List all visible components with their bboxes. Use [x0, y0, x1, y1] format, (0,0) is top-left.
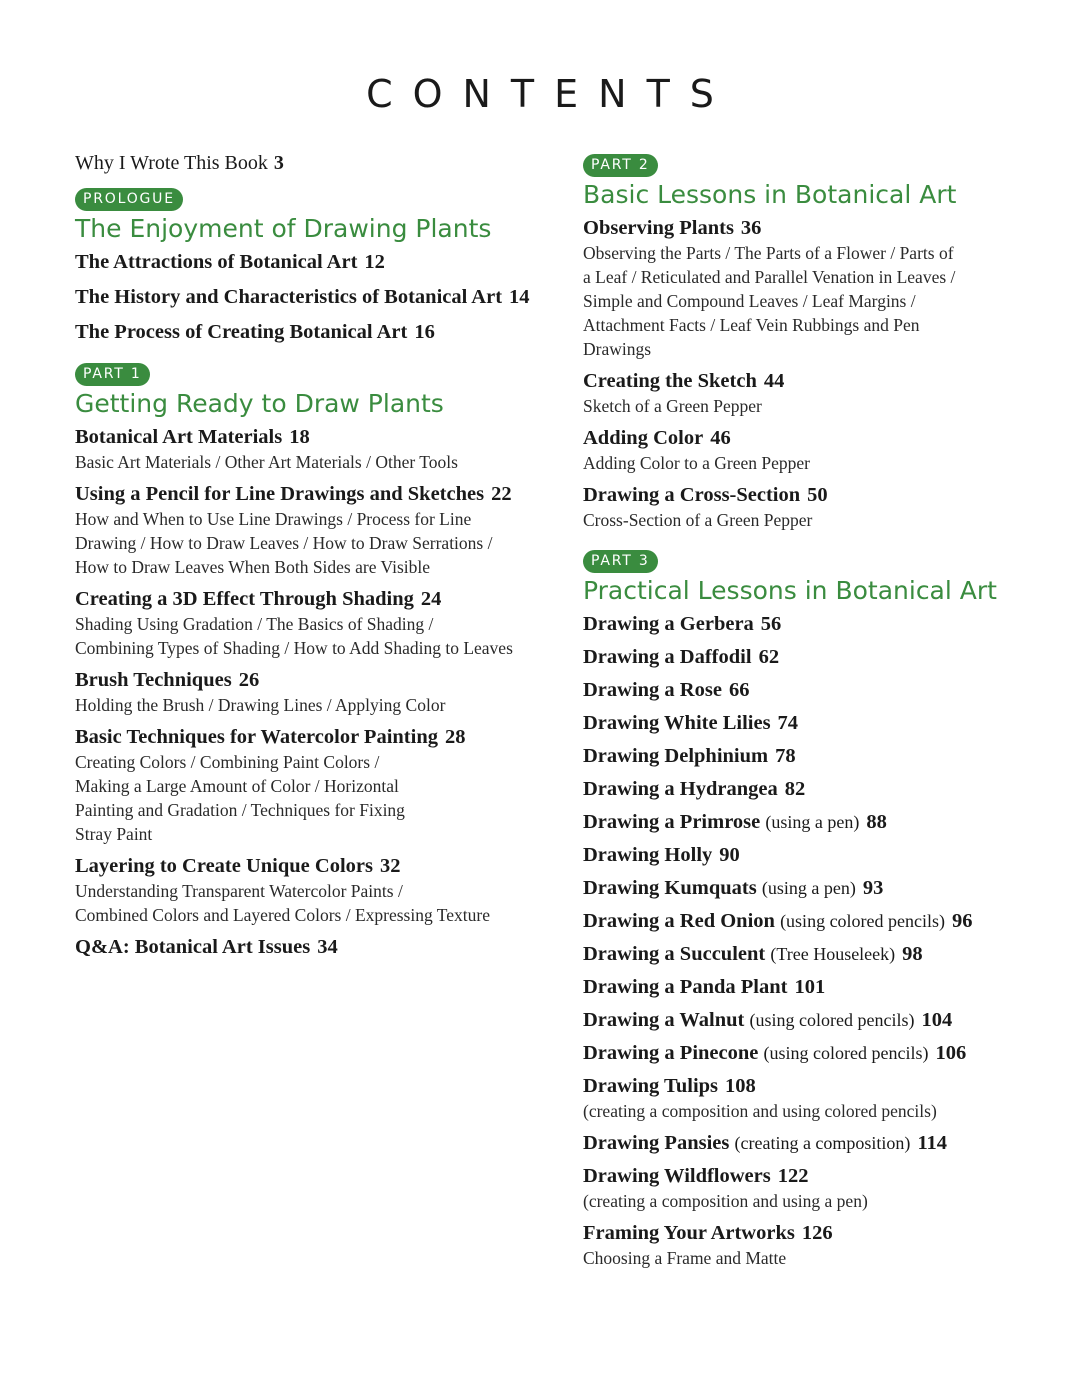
toc-entry[interactable]	[75, 935, 560, 960]
entry-title: Q&A: Botanical Art Issues	[75, 936, 311, 958]
entry-title: Drawing a Hydrangea	[583, 778, 778, 800]
entry-subtopics: Understanding Transparent Watercolor Paints /	[75, 881, 403, 901]
entry-page-number: 22	[491, 483, 512, 505]
entry-title-line	[583, 612, 1053, 637]
entry-page-number: 18	[289, 426, 310, 448]
entry-title: The History and Characteristics of Botanical Art	[75, 286, 503, 308]
entry-title-line	[583, 711, 1053, 736]
toc-entry[interactable]	[583, 369, 1053, 418]
entry-subtopics: Cross-Section of a Green Pepper	[583, 510, 813, 530]
entry-page-number: 104	[921, 1009, 953, 1031]
entry-title: Drawing a Rose	[583, 679, 722, 701]
entry-title-line	[75, 587, 560, 612]
entry-page-number: 101	[794, 976, 826, 998]
entry-title: Botanical Art Materials	[75, 426, 283, 448]
part3-title[interactable]: Practical Lessons in Botanical Art	[583, 576, 997, 605]
entry-title: Drawing Tulips	[583, 1075, 719, 1097]
entry-title: Observing Plants	[583, 217, 734, 239]
entry-page-number: 28	[444, 726, 466, 748]
toc-entry[interactable]	[583, 876, 1053, 901]
entry-title-line	[583, 975, 1053, 1000]
entry-note: (using colored pencils)	[763, 1043, 929, 1063]
entry-subtopics: Choosing a Frame and Matte	[583, 1248, 787, 1268]
entry-title-line	[75, 725, 560, 750]
entry-note: (using a pen)	[761, 878, 856, 898]
page-title: CONTENTS	[366, 72, 734, 116]
toc-entry[interactable]	[75, 320, 560, 345]
entry-title-line	[75, 320, 560, 345]
entry-page-number: 78	[775, 745, 796, 767]
entry-page-number: 16	[414, 321, 435, 343]
right-column	[583, 154, 1053, 1288]
entry-title-line	[75, 285, 560, 310]
entry-subtopics: Adding Color to a Green Pepper	[583, 453, 810, 473]
entry-note: (using colored pencils)	[749, 1010, 915, 1030]
entry-subtopics: Painting and Gradation / Techniques for Fixing	[75, 800, 405, 820]
entry-page-number: 24	[420, 588, 442, 610]
entry-subtopics: How and When to Use Line Drawings / Process for Line	[75, 509, 472, 529]
part2-entries	[583, 216, 1053, 532]
entry-page-number: 66	[728, 679, 750, 701]
entry-page-number: 12	[364, 251, 385, 273]
entry-title-line	[75, 668, 560, 693]
part1-section	[75, 363, 560, 960]
entry-page-number: 108	[725, 1075, 756, 1097]
entry-page-number: 32	[379, 855, 401, 877]
entry-title-line	[583, 483, 1053, 508]
entry-page-number: 96	[952, 910, 973, 932]
intro-entry[interactable]	[75, 152, 560, 175]
part1-title[interactable]: Getting Ready to Draw Plants	[75, 389, 444, 418]
entry-title-line	[75, 482, 560, 507]
part1-badge: PART 1	[75, 363, 150, 386]
toc-entry[interactable]	[75, 285, 560, 310]
entry-title-line	[583, 216, 1053, 241]
part3-entries	[583, 612, 1053, 1270]
toc-entry[interactable]	[75, 854, 560, 927]
entry-title: Drawing a Pinecone	[583, 1042, 759, 1064]
entry-subtopics: Creating Colors / Combining Paint Colors /	[75, 752, 380, 772]
entry-title-line	[583, 744, 1053, 769]
toc-entry[interactable]	[75, 668, 560, 717]
toc-entry[interactable]	[583, 810, 1053, 835]
entry-subtopics: How to Draw Leaves When Both Sides are Visible	[75, 557, 431, 577]
entry-page-number: 98	[902, 943, 923, 965]
entry-title-line	[75, 854, 560, 879]
entry-subtopics: a Leaf / Reticulated and Parallel Venation in Leaves /	[583, 267, 956, 287]
entry-title: Drawing a Daffodil	[583, 646, 752, 668]
entry-page-number: 126	[801, 1222, 833, 1244]
entry-title: Drawing Kumquats	[583, 877, 757, 899]
prologue-badge: PROLOGUE	[75, 188, 183, 211]
entry-title-line	[75, 425, 560, 450]
entry-title: Layering to Create Unique Colors	[75, 855, 373, 877]
entry-subtopics: Holding the Brush / Drawing Lines / Applying Color	[75, 695, 446, 715]
toc-entry[interactable]	[75, 250, 560, 275]
entry-subtopics: Attachment Facts / Leaf Vein Rubbings and Pen	[583, 315, 920, 335]
toc-entry[interactable]	[75, 482, 560, 579]
toc-entry[interactable]	[583, 909, 1053, 934]
entry-page-number: 93	[862, 877, 884, 899]
entry-title-line	[583, 369, 1053, 394]
entry-page-number: 34	[317, 936, 338, 958]
entry-title-line	[583, 942, 1053, 967]
toc-entry[interactable]	[75, 587, 560, 660]
toc-entry[interactable]	[583, 942, 1053, 967]
entry-subtopics: Making a Large Amount of Color / Horizontal	[75, 776, 399, 796]
toc-entry[interactable]	[583, 645, 1053, 670]
toc-entry[interactable]	[583, 975, 1053, 1000]
entry-title-line	[583, 810, 1053, 835]
entry-subtopics: Combining Types of Shading / How to Add Shading to Leaves	[75, 638, 513, 658]
entry-subtopics: Drawings	[583, 339, 652, 359]
entry-page-number: 74	[777, 712, 799, 734]
entry-subtopics: Sketch of a Green Pepper	[583, 396, 762, 416]
entry-title: Framing Your Artworks	[583, 1222, 795, 1244]
entry-page-number: 46	[710, 427, 731, 449]
toc-entry[interactable]	[75, 725, 560, 846]
entry-page-number: 90	[719, 844, 740, 866]
toc-entry[interactable]	[583, 744, 1053, 769]
entry-title: Drawing a Red Onion	[583, 910, 775, 932]
entry-page-number: 44	[763, 370, 785, 392]
entry-title-line	[583, 1164, 1053, 1189]
toc-entry[interactable]	[583, 483, 1053, 532]
entry-title: Creating a 3D Effect Through Shading	[75, 588, 414, 610]
entry-page-number: 50	[807, 484, 828, 506]
entry-page-number: 88	[866, 811, 887, 833]
entry-title: Adding Color	[583, 427, 704, 449]
entry-note: (using colored pencils)	[780, 911, 946, 931]
toc-entry[interactable]	[75, 425, 560, 474]
toc-entry[interactable]	[583, 678, 1053, 703]
entry-page-number: 122	[777, 1165, 809, 1187]
entry-page-number: 62	[758, 646, 780, 668]
toc-entry[interactable]	[583, 216, 1053, 361]
entry-subtopics: Shading Using Gradation / The Basics of Shading /	[75, 614, 434, 634]
part3-section	[583, 550, 1053, 1270]
entry-note: (creating a composition)	[734, 1133, 911, 1153]
toc-entry[interactable]	[583, 1164, 1053, 1213]
entry-title: Drawing a Panda Plant	[583, 976, 788, 998]
entry-title-line	[583, 909, 1053, 934]
entry-page-number: 114	[917, 1132, 948, 1154]
entry-title-line	[583, 1221, 1053, 1246]
entry-subtopics: (creating a composition and using a pen)	[583, 1191, 868, 1211]
intro-page-number: 3	[273, 152, 284, 174]
prologue-section	[75, 188, 560, 345]
entry-title-line	[583, 1131, 1053, 1156]
entry-title: Drawing Holly	[583, 844, 713, 866]
part2-badge: PART 2	[583, 154, 658, 177]
toc-entry[interactable]	[583, 1041, 1053, 1066]
entry-title-line	[583, 1041, 1053, 1066]
entry-subtopics: Observing the Parts / The Parts of a Flower / Parts of	[583, 243, 954, 263]
entry-title: Drawing a Cross-Section	[583, 484, 801, 506]
entry-title: Basic Techniques for Watercolor Painting	[75, 726, 438, 748]
entry-title-line	[583, 777, 1053, 802]
entry-title: Drawing a Primrose	[583, 811, 761, 833]
entry-page-number: 36	[740, 217, 762, 239]
toc-entry[interactable]	[583, 612, 1053, 637]
entry-title-line	[583, 876, 1053, 901]
entry-page-number: 56	[760, 613, 782, 635]
entry-title-line	[583, 1008, 1053, 1033]
entry-title: Drawing a Succulent	[583, 943, 766, 965]
toc-entry[interactable]	[583, 426, 1053, 475]
entry-note: (using a pen)	[765, 812, 860, 832]
entry-title: Drawing a Gerbera	[583, 613, 754, 635]
entry-page-number: 14	[509, 286, 530, 308]
prologue-title[interactable]: The Enjoyment of Drawing Plants	[75, 214, 492, 243]
entry-title: Creating the Sketch	[583, 370, 757, 392]
entry-title-line	[583, 678, 1053, 703]
entry-title: Drawing a Walnut	[583, 1009, 745, 1031]
entry-note: (Tree Houseleek)	[770, 944, 896, 964]
part2-section	[583, 154, 1053, 532]
part3-badge: PART 3	[583, 550, 658, 573]
toc-entry[interactable]	[583, 1221, 1053, 1270]
entry-page-number: 106	[935, 1042, 967, 1064]
toc-entry[interactable]	[583, 1008, 1053, 1033]
entry-title-line	[583, 426, 1053, 451]
entry-title: Drawing Wildflowers	[583, 1165, 771, 1187]
prologue-entries	[75, 250, 560, 345]
toc-entry[interactable]	[583, 777, 1053, 802]
entry-subtopics: Combined Colors and Layered Colors / Expressing Texture	[75, 905, 490, 925]
left-column	[75, 152, 560, 978]
entry-title: Brush Techniques	[75, 669, 232, 691]
entry-subtopics: Stray Paint	[75, 824, 153, 844]
entry-title-line	[75, 250, 560, 275]
entry-page-number: 26	[238, 669, 260, 691]
toc-entry[interactable]	[583, 1131, 1053, 1156]
toc-entry[interactable]	[583, 843, 1053, 868]
entry-title-line	[583, 1074, 1053, 1099]
entry-title: Drawing Pansies	[583, 1132, 730, 1154]
part2-title[interactable]: Basic Lessons in Botanical Art	[583, 180, 957, 209]
entry-title: The Attractions of Botanical Art	[75, 251, 358, 273]
entry-subtopics: Drawing / How to Draw Leaves / How to Draw Serrations /	[75, 533, 493, 553]
entry-title: Using a Pencil for Line Drawings and Sketches	[75, 483, 485, 505]
entry-title: The Process of Creating Botanical Art	[75, 321, 408, 343]
entry-subtopics: (creating a composition and using colored pencils)	[583, 1101, 937, 1121]
entry-title-line	[75, 935, 560, 960]
part1-entries	[75, 425, 560, 960]
entry-subtopics: Simple and Compound Leaves / Leaf Margins /	[583, 291, 916, 311]
entry-title: Drawing Delphinium	[583, 745, 769, 767]
toc-entry[interactable]	[583, 711, 1053, 736]
intro-title: Why I Wrote This Book	[75, 152, 268, 174]
entry-title-line	[583, 645, 1053, 670]
entry-subtopics: Basic Art Materials / Other Art Materials / Other Tools	[75, 452, 458, 472]
entry-title-line	[583, 843, 1053, 868]
toc-entry[interactable]	[583, 1074, 1053, 1123]
entry-title: Drawing White Lilies	[583, 712, 771, 734]
entry-page-number: 82	[784, 778, 806, 800]
